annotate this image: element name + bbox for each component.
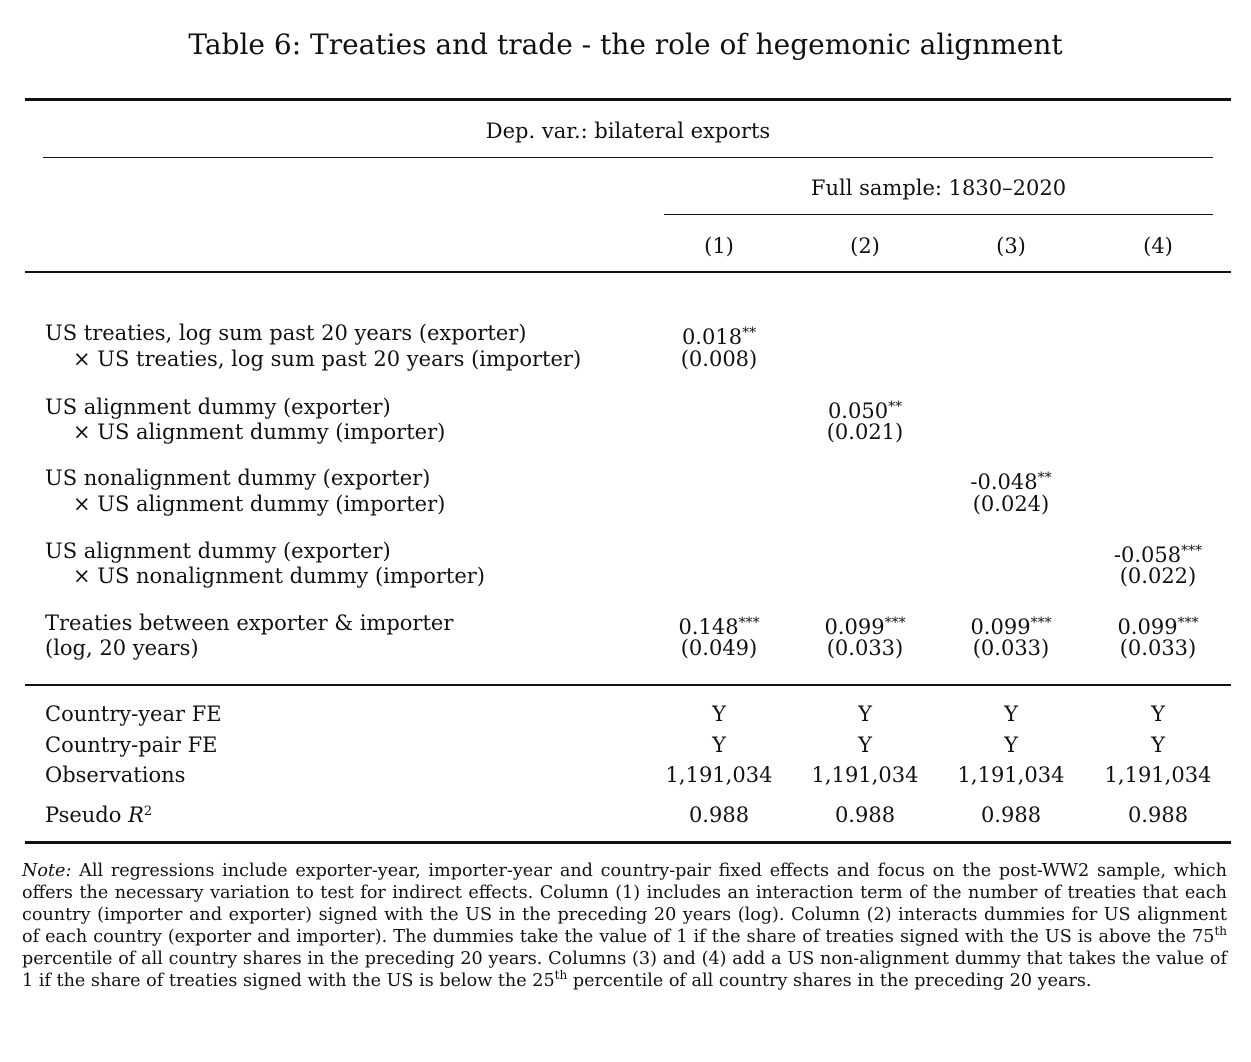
stat-value: 1,191,034: [811, 763, 919, 787]
mid-rule: [25, 684, 1231, 686]
column-header-4: (4): [1143, 234, 1173, 258]
stat-value: 1,191,034: [1104, 763, 1212, 787]
row-label: US treaties, log sum past 20 years (exporter): [45, 321, 527, 345]
stat-value: 1,191,034: [957, 763, 1065, 787]
stat-value: Y: [858, 702, 872, 726]
table-title: Table 6: Treaties and trade - the role of hegemonic alignment: [188, 28, 1063, 61]
stat-value: Y: [712, 733, 726, 757]
row-label: US nonalignment dummy (exporter): [45, 466, 431, 490]
row-label: US alignment dummy (exporter): [45, 395, 391, 419]
dependent-variable-header: Dep. var.: bilateral exports: [485, 119, 771, 143]
row-label: US alignment dummy (exporter): [45, 539, 391, 563]
row-label-interaction: × US alignment dummy (importer): [73, 420, 446, 444]
stat-value: Y: [1151, 702, 1165, 726]
bottom-rule: [25, 841, 1231, 844]
column-header-1: (1): [704, 234, 734, 258]
stat-value: 1,191,034: [665, 763, 773, 787]
stat-value: 0.988: [834, 803, 896, 827]
se-cell: (0.008): [680, 347, 758, 371]
se-cell: (0.049): [680, 636, 758, 660]
stat-label: Observations: [45, 763, 186, 787]
row-label-interaction: × US alignment dummy (importer): [73, 492, 446, 516]
se-cell: (0.021): [826, 420, 904, 444]
coef-cell: 0.018**: [681, 325, 757, 349]
row-label: Treaties between exporter & importer: [45, 611, 454, 635]
stat-value: 0.988: [688, 803, 750, 827]
coef-cell: 0.050**: [827, 399, 903, 423]
coef-cell: 0.099***: [970, 615, 1052, 639]
row-label-interaction: × US nonalignment dummy (importer): [73, 564, 486, 588]
table-note: Note: All regressions include exporter-year, importer-year and country-pair fixed effects and focus on the post-WW2 sample, which offers the necessary variation to test for indirect effects. Column (1) includes an interaction term of the number of treaties that each country (importer and exporter) signed with the US in the preceding 20 years (log). Column (2) interacts dummies for US alignment of each country (exporter and importer). The dummies take the value of 1 if the share of treaties signed with the US is above the 75th percentile of all country shares in the preceding 20 years. Columns (3) and (4) add a US non-alignment dummy that takes the value of 1 if the share of treaties signed with the US is below the 25th percentile of all country shares in the preceding 20 years.: [22, 861, 1227, 991]
se-cell: (0.024): [972, 492, 1050, 516]
stat-label: Country-year FE: [45, 702, 222, 726]
note-label: Note:: [22, 861, 72, 881]
column-header-2: (2): [850, 234, 880, 258]
coef-cell: -0.058***: [1113, 543, 1203, 567]
stat-value: Y: [1004, 702, 1018, 726]
stat-value: 0.988: [1127, 803, 1189, 827]
coef-cell: 0.148***: [678, 615, 760, 639]
column-header-3: (3): [996, 234, 1026, 258]
stat-value: Y: [1151, 733, 1165, 757]
row-label-interaction: × US treaties, log sum past 20 years (importer): [73, 347, 582, 371]
se-cell: (0.033): [826, 636, 904, 660]
stat-value: Y: [1004, 733, 1018, 757]
row-label-continued: (log, 20 years): [45, 636, 199, 660]
stat-value: Y: [712, 702, 726, 726]
se-cell: (0.033): [1119, 636, 1197, 660]
stat-label: Pseudo $R^2$: [45, 803, 153, 827]
coef-cell: 0.099***: [1117, 615, 1199, 639]
depvar-underline: [43, 157, 1213, 158]
stat-label: Country-pair FE: [45, 733, 218, 757]
stat-value: 0.988: [980, 803, 1042, 827]
header-bottom-rule: [25, 271, 1231, 273]
top-rule: [25, 98, 1231, 101]
se-cell: (0.022): [1119, 564, 1197, 588]
sample-header: Full sample: 1830–2020: [810, 176, 1067, 200]
coef-cell: 0.099***: [824, 615, 906, 639]
coef-cell: -0.048**: [970, 470, 1052, 494]
sample-underline: [664, 214, 1213, 215]
stat-value: Y: [858, 733, 872, 757]
se-cell: (0.033): [972, 636, 1050, 660]
